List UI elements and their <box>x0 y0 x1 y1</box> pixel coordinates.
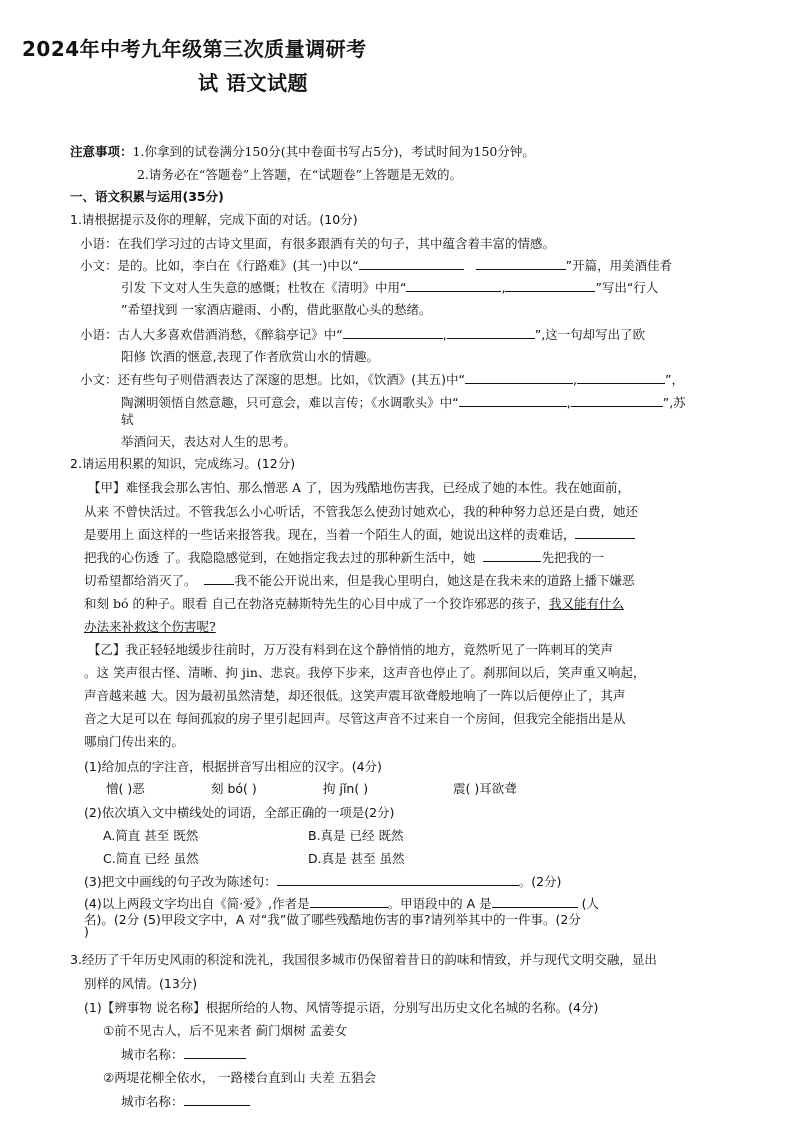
option-b[interactable]: B.真是 已经 既然 <box>308 828 404 843</box>
q1-line2-tail: ”开篇，用美酒佳肴 <box>565 258 673 273</box>
q2-sub3-text: (3)把文中画线的句子改为陈述句： <box>84 874 277 889</box>
answer-blank[interactable] <box>359 257 464 270</box>
passage-jia-line1: 【甲】难怪我会那么害怕、那么憎恶 A 了，因为残酷地伤害我，已经成了她的本性。我在她面前， <box>88 480 630 495</box>
passage-jia-line5-tail: 我不能公开说出来，但是我心里明白，她这是在我未来的道路上播下嫌恶 <box>234 573 635 588</box>
q2-sub5-close: ) <box>84 924 89 939</box>
passage-yi-line1: 【乙】我正轻轻地缓步往前时，万万没有料到在这个静悄悄的地方，竟然听见了一阵刺耳的笑声 <box>88 642 614 657</box>
answer-blank[interactable] <box>492 895 578 908</box>
answer-blank[interactable] <box>483 549 541 562</box>
answer-blank[interactable] <box>577 371 665 384</box>
q3-item1: ①前不见古人，后不见来者 蓟门烟树 孟姜女 <box>103 1023 348 1038</box>
q2-sub4-text: (4)以上两段文字均出自《简·爱》,作者是 <box>84 896 310 911</box>
q2-sub4-tail: (人 <box>581 896 600 911</box>
answer-blank[interactable] <box>465 371 573 384</box>
q2-sub1-item-c: 拘 jǐn( ) <box>323 781 369 796</box>
q2-stem: 2.请运用积累的知识，完成练习。(12分) <box>70 456 296 471</box>
q1-line5-text: 小语：古人大多喜欢借酒消愁，《醉翁亭记》中“ <box>80 327 343 342</box>
option-c[interactable]: C.简直 已经 虽然 <box>103 851 199 866</box>
passage-jia-line6-text: 和刻 bó 的种子。眼看 自己在勃洛克赫斯特先生的心目中成了一个狡诈邪恶的孩子， <box>84 596 549 611</box>
q1-line8-tail: ”,苏 <box>662 395 686 410</box>
q3-stem-line1: 3.经历了千年历史风雨的积淀和洗礼，我国很多城市仍保留着昔日的韵味和情致，并与现代文明交融，显出 <box>70 952 657 967</box>
q1-line2-text: 小文：是的。比如，李白在《行路难》(其一)中以“ <box>80 258 359 273</box>
answer-blank[interactable] <box>204 572 234 585</box>
q3-stem-line2: 别样的风情。(13分) <box>84 976 198 991</box>
passage-jia-line2: 从来 不曾快活过。不管我怎么小心听话，不管我怎么使劲讨她欢心，我的种种努力总还是白费，她还 <box>84 504 638 519</box>
passage-jia-line6 <box>84 594 624 612</box>
passage-jia-line5-text: 切希望都给消灭了。 <box>84 573 197 588</box>
notice-item2: 2.请务必在“答题卷”上答题，在“试题卷”上答题是无效的。 <box>137 167 462 182</box>
option-a[interactable]: A.简直 甚至 既然 <box>103 828 199 843</box>
answer-blank[interactable] <box>476 257 566 270</box>
q1-line5-tail: ”,这一句却写出了欧 <box>534 327 646 342</box>
passage-yi-line2: 。这 笑声很古怪、清晰、拘 jin、悲哀。我停下步来，这声音也停止了。刹那间以后，笑声重又响起， <box>84 665 646 680</box>
city-label: 城市名称： <box>121 1094 184 1109</box>
passage-jia-line4-text: 把我的心伤透 了。我隐隐感觉到，在她指定我去过的那种新生活中，她 <box>84 550 476 565</box>
passage-jia-line5 <box>84 571 634 589</box>
answer-blank[interactable] <box>505 279 595 292</box>
q1-stem: 1.请根据提示及你的理解，完成下面的对话。(10分) <box>70 212 358 227</box>
answer-blank[interactable] <box>343 326 443 339</box>
q2-sub4-sub5: 名)。(2分 (5)甲段文字中，A 对“我”做了哪些残酷地伤害的事?请列举其中的一件事。(2分 <box>84 912 581 927</box>
q1-line8-text: 陶渊明领悟自然意趣，只可意会，难以言传；《水调歌头》中“ <box>121 395 459 410</box>
page-title-line2: 试 语文试题 <box>198 71 308 95</box>
q1-line1: 小语：在我们学习过的古诗文里面，有很多跟酒有关的句子，其中蕴含着丰富的情感。 <box>80 236 556 251</box>
q1-line8: 陶渊明领悟自然意趣，只可意会，难以言传；《水调歌头》中“ , ”,苏 <box>121 395 686 410</box>
answer-blank[interactable] <box>575 526 635 539</box>
q3-city-line2 <box>121 1092 250 1110</box>
q3-item2: ②两堤花柳全依水， 一路楼台直到山 夫差 五猖会 <box>103 1070 377 1085</box>
answer-blank[interactable] <box>184 1093 250 1106</box>
underlined-sentence-end: 办法来补救这个伤害呢? <box>84 619 216 634</box>
q2-sub1-item-b: 刻 bó( ) <box>211 781 257 796</box>
option-d[interactable]: D.真是 甚至 虽然 <box>308 851 405 866</box>
q2-sub1: (1)给加点的字注音，根据拼音写出相应的汉字。(4分) <box>84 759 382 774</box>
q1-line3-text: 引发 下文对人生失意的感慨；杜牧在《清明》中用“ <box>121 280 407 295</box>
answer-blank[interactable] <box>571 394 663 407</box>
notice-item1: 1.你拿到的试卷满分150分(其中卷面书写占5分)，考试时间为150分钟。 <box>132 144 535 159</box>
answer-blank[interactable] <box>406 279 501 292</box>
q3-sub1: (1)【辨事物 说名称】根据所给的人物、风情等提示语，分别写出历史文化名城的名称。(4分) <box>84 1000 599 1015</box>
q2-sub3 <box>84 872 561 890</box>
q1-line2 <box>80 256 672 274</box>
passage-jia-line4 <box>84 548 604 566</box>
q2-sub2: (2)依次填入文中横线处的词语，全部正确的一项是(2分) <box>84 805 395 820</box>
q2-sub3-tail: 。(2分) <box>518 874 562 889</box>
answer-blank[interactable] <box>310 895 388 908</box>
answer-blank[interactable] <box>277 873 519 886</box>
q2-sub1-item-a: 憎( )恶 <box>106 781 145 796</box>
city-label: 城市名称： <box>121 1047 184 1062</box>
q1-line7-text: 小文：还有些句子则借酒表达了深邃的思想。比如，《饮酒》(其五)中“ <box>80 372 465 387</box>
q1-line4: ”希望找到 一家酒店避雨、小酌，借此驱散心头的愁绪。 <box>121 302 432 317</box>
q2-sub4-mid: 。甲语段中的 A 是 <box>387 896 492 911</box>
passage-yi-line5: 哪扇门传出来的。 <box>84 734 185 749</box>
passage-jia-line4-tail: 先把我的一 <box>541 550 604 565</box>
answer-blank[interactable] <box>447 326 535 339</box>
passage-jia-line3 <box>84 525 635 543</box>
answer-blank[interactable] <box>459 394 567 407</box>
q1-line7-tail: ”， <box>664 372 684 387</box>
passage-yi-line3: 声音越来越 大。因为最初虽然清楚，却还很低。这笑声震耳欲聋般地响了一阵以后便停止了，其声 <box>84 688 626 703</box>
q1-line10: 举酒问天，表达对人生的思考。 <box>121 434 297 449</box>
q1-line6: 阳修 饮酒的惬意,表现了作者欣赏山水的情趣。 <box>121 349 379 364</box>
q3-city-line1 <box>121 1045 246 1063</box>
q1-line3-tail: ”写出“行人 <box>595 280 659 295</box>
q1-line5: 小语：古人大多喜欢借酒消愁，《醉翁亭记》中“ , ”,这一句却写出了欧 <box>80 327 646 342</box>
notice-label: 注意事项： <box>70 144 133 159</box>
answer-blank[interactable] <box>184 1046 246 1059</box>
passage-yi-line4: 音之大足可以在 每间孤寂的房子里引起回声。尽管这声音不过来自一个房间，但我完全能指出是从 <box>84 711 626 726</box>
passage-jia-line3-text: 是要用上 面这样的一些话来报答我。现在，当着一个陌生人的面，她说出这样的责难话， <box>84 527 576 542</box>
underlined-sentence: 我又能有什么 <box>548 596 624 611</box>
notice-line1 <box>70 142 535 160</box>
page-title-line1: 2024年中考九年级第三次质量调研考 <box>22 37 367 61</box>
q1-line3: 引发 下文对人生失意的感慨；杜牧在《清明》中用“ , ”写出“行人 <box>121 280 659 295</box>
q1-line9: 轼 <box>121 412 134 427</box>
q1-line7: 小文：还有些句子则借酒表达了深邃的思想。比如，《饮酒》(其五)中“ , ”， <box>80 372 684 387</box>
section1-heading: 一、语文积累与运用(35分) <box>70 189 224 204</box>
q2-sub1-item-d: 震( )耳欲聋 <box>453 781 517 796</box>
